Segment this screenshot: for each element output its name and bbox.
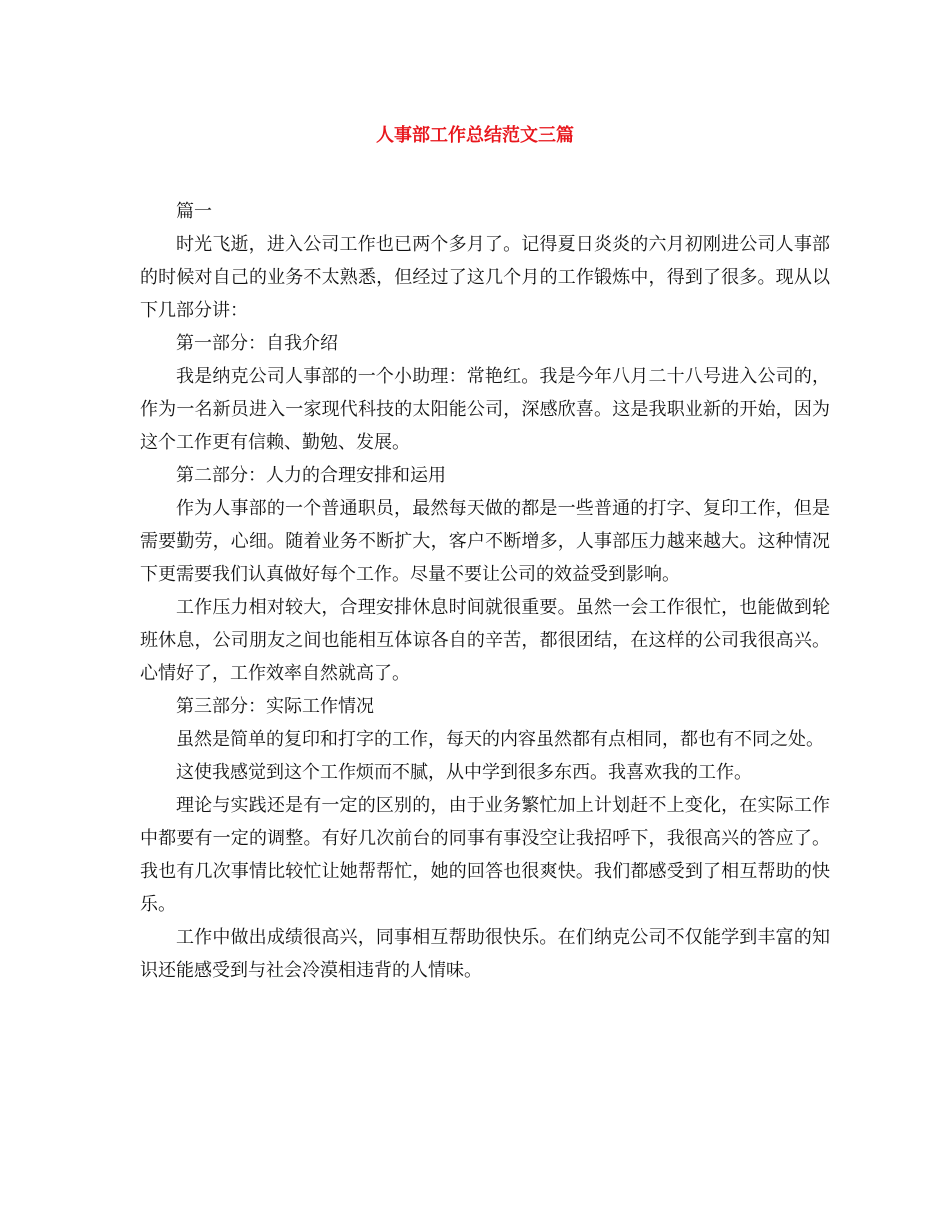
document-title: 人事部工作总结范文三篇 xyxy=(376,125,574,146)
paragraph: 作为人事部的一个普通职员，最然每天做的都是一些普通的打字、复印工作，但是需要勤劳，心细。随着业务不断扩大，客户不断增多，人事部压力越来越大。这种情况下更需要我们认真做好每个工作。尽量不要让公司的效益受到影响。 xyxy=(140,498,830,585)
paragraph: 理论与实践还是有一定的区别的，由于业务繁忙加上计划赶不上变化，在实际工作中都要有一定的调整。有好几次前台的同事有事没空让我招呼下，我很高兴的答应了。我也有几次事情比较忙让她帮帮忙，她的回答也很爽快。我们都感受到了相互帮助的快乐。 xyxy=(140,795,830,915)
document-body xyxy=(140,195,830,987)
paragraph: 这使我感觉到这个工作烦而不腻，从中学到很多东西。我喜欢我的工作。 xyxy=(176,762,752,783)
paragraph: 我是纳克公司人事部的一个小助理：常艳红。我是今年八月二十八号进入公司的，作为一名新员进入一家现代科技的太阳能公司，深感欣喜。这是我职业新的开始，因为这个工作更有信赖、勤勉、发展。 xyxy=(140,366,830,453)
paragraph: 时光飞逝，进入公司工作也已两个多月了。记得夏日炎炎的六月初刚进公司人事部的时候对自己的业务不太熟悉，但经过了这几个月的工作锻炼中，得到了很多。现从以下几部分讲： xyxy=(140,234,830,321)
paragraph: 虽然是简单的复印和打字的工作，每天的内容虽然都有点相同，都也有不同之处。 xyxy=(176,729,824,750)
paragraph: 工作压力相对较大，合理安排休息时间就很重要。虽然一会工作很忙，也能做到轮班休息，公司朋友之间也能相互体谅各自的辛苦，都很团结，在这样的公司我很高兴。心情好了，工作效率自然就高了。 xyxy=(140,597,830,684)
section-heading: 第三部分：实际工作情况 xyxy=(176,696,374,717)
paragraph: 工作中做出成绩很高兴，同事相互帮助很快乐。在们纳克公司不仅能学到丰富的知识还能感受到与社会冷漠相违背的人情味。 xyxy=(140,927,830,981)
section-heading: 篇一 xyxy=(176,201,212,222)
section-heading: 第二部分：人力的合理安排和运用 xyxy=(176,465,446,486)
section-heading: 第一部分：自我介绍 xyxy=(176,333,338,354)
